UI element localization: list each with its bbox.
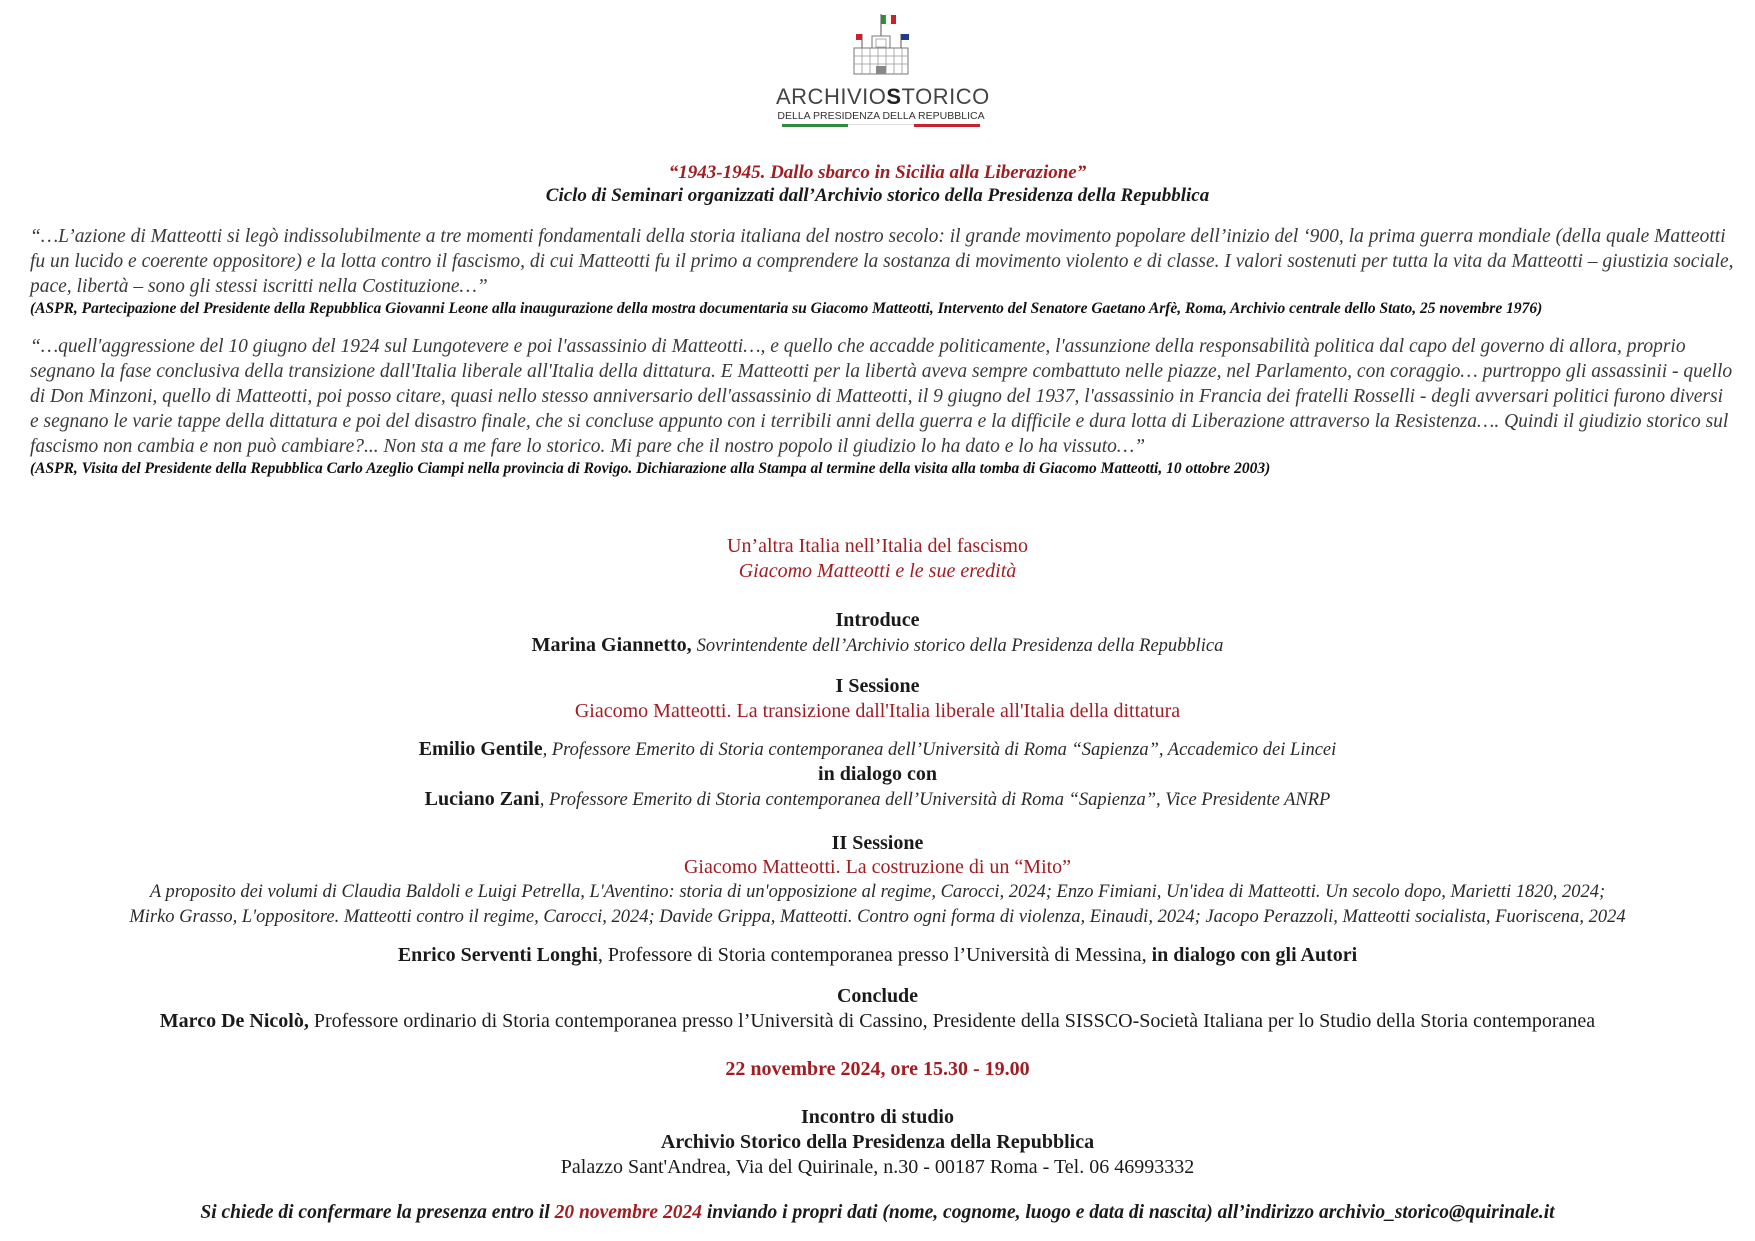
quote-text: “…L’azione di Matteotti si legò indissolubilmente a tre momenti fondamentali della storia italiana del nostro secolo: il grande movimento popolare dell’inizio del ‘900, la prima guerra mondiale (della quale Matteotti fu un lucido e coerente oppositore) e la lotta contro il fascismo, di cui Matteotti fu il primo a comprendere la sostanza di movimento violento e di classe. I valori sostenuti per tutta la vita da Matteotti – giustizia sociale, pace, libertà – sono gli stessi iscritti nella Costituzione…”	[30, 226, 1734, 297]
quote-text: “…quell'aggressione del 10 giugno del 1924 sul Lungotevere e poi l'assassinio di Matteotti…, e quello che accadde politicamente, l'assunzione della responsabilità politica dal capo del governo di allora, proprio segnano la fase conclusiva della transizione dall'Italia liberale all'Italia della dittatura. E Matteotti per la libertà aveva sempre combattuto nelle piazze, nel Parlamento, con coraggio… purtroppo gli assassinii - quello di Don Minzoni, quello di Matteotti, poi posso citare, quasi nello stesso anniversario dell'assassinio di Matteotti, il 9 giugno del 1937, l'assassinio in Francia dei fratelli Rosselli - degli avversari politici furono diversi e segnano le varie tappe della dittatura e poi del disastro finale, che si concluse appunto con i terribili anni della guerra e la difficile e dura lotta di Liberazione attraverso la Resistenza…. Quindi il giudizio storico sul fascismo non cambia e non può cambiare?... Non sta a me fare lo storico. Mi pare che il nostro popolo il giudizio lo ha dato e lo ha vissuto…”	[30, 336, 1733, 457]
logo-subtitle: DELLA PRESIDENZA DELLA REPUBBLICA	[777, 110, 985, 122]
speaker-role: Sovrintendente dell’Archivio storico della Presidenza della Repubblica	[696, 636, 1224, 656]
speaker-name: Marina Giannetto,	[531, 634, 692, 656]
seminar-subtitle: Giacomo Matteotti e le sue eredità	[738, 560, 1017, 582]
speaker-tail: in dialogo con gli Autori	[1146, 944, 1358, 966]
intro-speaker	[0, 633, 1755, 659]
speaker-role: , Professore Emerito di Storia contemporanea dell’Università di Roma “Sapienza”, Accademico dei Lincei	[542, 740, 1337, 760]
cycle-title: “1943-1945. Dallo sbarco in Sicilia alla Liberazione”	[668, 162, 1087, 183]
quote-source: (ASPR, Partecipazione del Presidente della Repubblica Giovanni Leone alla inaugurazione della mostra documentaria su Giacomo Matteotti, Intervento del Senatore Gaetano Arfè, Roma, Archivio centrale dello Stato, 25 novembre 1976)	[30, 300, 1543, 317]
quote-2	[30, 334, 1735, 478]
rsvp-deadline: 20 novembre 2024	[554, 1202, 702, 1223]
speaker-role: , Professore Emerito di Storia contemporanea dell’Università di Roma “Sapienza”, Vice Presidente ANRP	[539, 790, 1331, 810]
session1-title: Giacomo Matteotti. La transizione dall'Italia liberale all'Italia della dittatura	[574, 700, 1181, 722]
intro-heading: Introduce	[835, 609, 920, 631]
session2-books-line2: Mirko Grasso, L'oppositore. Matteotti contro il regime, Carocci, 2024; Davide Grippa, Matteotti. Contro ogni forma di violenza, Einaudi, 2024; Jacopo Perazzoli, Matteotti socialista, Fuoriscena, 2024	[129, 907, 1626, 927]
quote-1	[30, 224, 1735, 318]
speaker-name: Emilio Gentile	[418, 738, 543, 760]
rsvp-email-link[interactable]: archivio_storico@quirinale.it	[1318, 1202, 1555, 1223]
session2-speaker	[0, 943, 1755, 968]
speaker-name: Luciano Zani	[424, 788, 540, 810]
archivio-storico-logo	[776, 12, 990, 124]
session1-heading: I Sessione	[835, 675, 920, 697]
rsvp-note	[0, 1200, 1755, 1225]
cycle-subtitle: Ciclo di Seminari organizzati dall’Archivio storico della Presidenza della Repubblica	[545, 185, 1210, 206]
session1-connector: in dialogo con	[818, 763, 937, 785]
conclusion-speaker	[0, 1009, 1755, 1034]
palazzo-emblem-icon	[776, 12, 986, 84]
seminar-title: Un’altra Italia nell’Italia del fascismo	[727, 535, 1028, 557]
session2-books-line1: A proposito dei volumi di Claudia Baldoli e Luigi Petrella, L'Aventino: storia di un'opposizione al regime, Carocci, 2024; Enzo Fimiani, Un'idea di Matteotti. Un secolo dopo, Marietti 1820, 2024;	[149, 882, 1606, 902]
rsvp-text-after: inviando i propri dati (nome, cognome, luogo e data di nascita) all’indirizzo	[701, 1202, 1319, 1223]
session2-heading: II Sessione	[831, 832, 924, 854]
logo-wordmark: ARCHIVIOSTORICO	[776, 84, 990, 109]
venue-name: Archivio Storico della Presidenza della Repubblica	[660, 1131, 1095, 1153]
rsvp-text-before: Si chiede di confermare la presenza entro il	[200, 1202, 555, 1223]
session2-title: Giacomo Matteotti. La costruzione di un “Mito”	[683, 856, 1072, 878]
venue-type: Incontro di studio	[800, 1106, 954, 1128]
speaker-role: , Professore di Storia contemporanea presso l’Università di Messina,	[597, 944, 1147, 966]
conclusion-heading: Conclude	[836, 985, 919, 1007]
quote-source: (ASPR, Visita del Presidente della Repubblica Carlo Azeglio Ciampi nella provincia di Rovigo. Dichiarazione alla Stampa al termine della visita alla tomba di Giacomo Matteotti, 10 ottobre 2003)	[30, 460, 1271, 477]
session1-speaker2	[0, 787, 1755, 813]
venue-address: Palazzo Sant'Andrea, Via del Quirinale, n.30 - 00187 Roma - Tel. 06 46993332	[560, 1156, 1195, 1178]
session1-speaker1	[0, 737, 1755, 763]
speaker-role: Professore ordinario di Storia contemporanea presso l’Università di Cassino, Presidente della SISSCO-Società Italiana per lo Studio della Storia contemporanea	[308, 1010, 1596, 1032]
speaker-name: Marco De Nicolò,	[159, 1010, 309, 1032]
tricolor-bar	[782, 124, 980, 127]
event-date: 22 novembre 2024, ore 15.30 - 19.00	[725, 1058, 1030, 1080]
speaker-name: Enrico Serventi Longhi	[397, 944, 598, 966]
